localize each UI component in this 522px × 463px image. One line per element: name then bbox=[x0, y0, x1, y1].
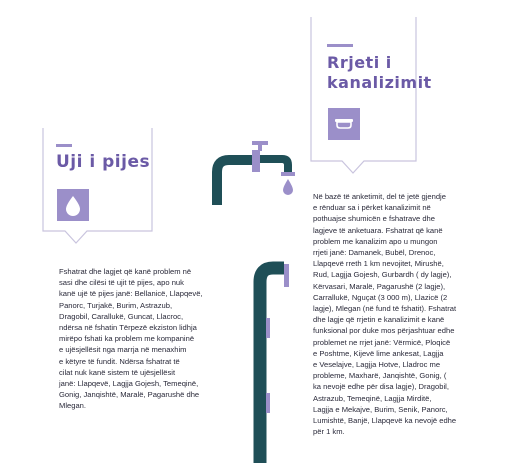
sewer-title-line2: kanalizimit bbox=[327, 73, 432, 92]
sewer-text-line: rrjeti janë: Damanek, Bubël, Drenoc, bbox=[313, 248, 436, 258]
sewer-text-line: e rënduar sa i përket kanalizimit në bbox=[313, 203, 431, 213]
water-text-line: cilat nuk kanë sistem të ujësjellësit bbox=[59, 367, 176, 377]
water-text-line: janë: Llapqevë, Lagjja Gojesh, Temeqinë, bbox=[59, 379, 199, 389]
sewer-text-line: dhe lagje që rrjetin e kanalizimit e kanë bbox=[313, 315, 445, 325]
water-text-line: kanë ujë të pijes janë: Bellanicë, Llapqevë, bbox=[59, 289, 203, 299]
water-text-line: Mlegan. bbox=[59, 401, 87, 411]
sewer-text-line: e Poshtme, Kijevë lime ankesat, Lagjja bbox=[313, 348, 444, 358]
water-text-line: e këtyre të fundit. Ndërsa fshatrat të bbox=[59, 356, 180, 366]
sewer-text-line: lagjeve të anketuara. Fshatrat që kanë bbox=[313, 225, 443, 235]
water-title: Uji i pijes bbox=[56, 152, 151, 172]
tap-pipe bbox=[217, 160, 252, 205]
water-title-bar bbox=[56, 144, 72, 147]
sewer-text-line: Llapqevë rreth 1 km nevojitet, Mirushë, bbox=[313, 259, 444, 269]
sewer-text-line: ka nevojë edhe për disa lagje), Dragobil, bbox=[313, 382, 449, 392]
sewer-title-line1: Rrjeti i bbox=[327, 53, 392, 72]
sewer-text-line: Kërvasari, Maralë, Pagarushë (2 lagje), bbox=[313, 281, 446, 291]
sewer-callout-frame bbox=[311, 17, 416, 173]
sewer-pipe-joint-2 bbox=[266, 393, 270, 413]
water-drop-icon bbox=[283, 179, 293, 195]
sewer-icon-box bbox=[328, 108, 360, 140]
tap-handle-stem bbox=[258, 144, 262, 151]
sewer-text-line: Rud, Lagjja Gojesh, Gurbardh ( dy lagje), bbox=[313, 270, 452, 280]
water-text-line: sasi dhe cilësi të ujit të pijes, apo nuk bbox=[59, 278, 184, 288]
sewer-text-line: funksional por duke mos përjashtuar edhe bbox=[313, 326, 455, 336]
water-text-line: Panorc, Turjakë, Burim, Astrazub, bbox=[59, 300, 173, 310]
tap-collar bbox=[252, 150, 260, 172]
sewer-text-line: Lumishtë, Banjë, Llapqevë ka nevojë edhe bbox=[313, 416, 457, 426]
sewer-text-line: Lagjja e Mekajve, Burim, Senik, Panorc, bbox=[313, 404, 448, 414]
water-text-line: e ujësjellësit nga marrja në menaxhim bbox=[59, 345, 187, 355]
sewer-text-line: Carrallukë, Nguçat (3 000 m), Llazicë (2 bbox=[313, 292, 448, 302]
water-text-line: Gonig, Janqishtë, Maralë, Pagarushë dhe bbox=[59, 390, 200, 400]
pipe-cap-icon bbox=[328, 108, 360, 140]
sewer-body-text bbox=[313, 191, 518, 437]
water-icon-box bbox=[57, 189, 89, 221]
tap-outlet bbox=[281, 172, 295, 176]
water-drop-icon bbox=[57, 189, 89, 221]
sewer-text-line: probleme, Maxharë, Janqishtë, Gonig, ( bbox=[313, 371, 447, 381]
sewer-title-bar bbox=[327, 44, 353, 47]
sewer-pipe-joint-1 bbox=[266, 318, 270, 338]
sewer-text-line: pothuajse shumicën e fshatrave dhe bbox=[313, 214, 436, 224]
water-text-line: Dragobil, Carallukë, Guncat, Llacroc, bbox=[59, 311, 184, 321]
tap-spout bbox=[260, 155, 292, 172]
water-text-line: Fshatrat dhe lagjet që kanë problem në bbox=[59, 267, 192, 276]
sewer-text-line: Në bazë të anketimit, del të jetë gjendje bbox=[313, 192, 446, 201]
sewer-text-line: lagje), Mlegan (në fund të fshatit). Fshatrat bbox=[313, 304, 457, 314]
sewer-pipe-cap bbox=[284, 264, 289, 287]
water-body-text bbox=[59, 266, 239, 412]
sewer-text-line: problemet ne rrjet janë: Vërmicë, Ploqicë bbox=[313, 337, 451, 347]
sewer-pipe bbox=[260, 268, 284, 463]
sewer-text-line: Astrazub, Temeqinë, Lagjja Mirditë, bbox=[313, 393, 432, 403]
sewer-text-line: problem me kanalizim apo u mungon bbox=[313, 236, 438, 246]
water-text-line: mirëpo fshati ka problem me kompaninë bbox=[59, 334, 195, 344]
water-text-line: ndërsa në fshatin Tërpezë ekziston lidhja bbox=[59, 323, 197, 333]
sewer-text-line: e Veselajve, Lagjja Hotve, Lladroc me bbox=[313, 360, 441, 370]
sewer-text-line: për 1 km. bbox=[313, 427, 345, 437]
